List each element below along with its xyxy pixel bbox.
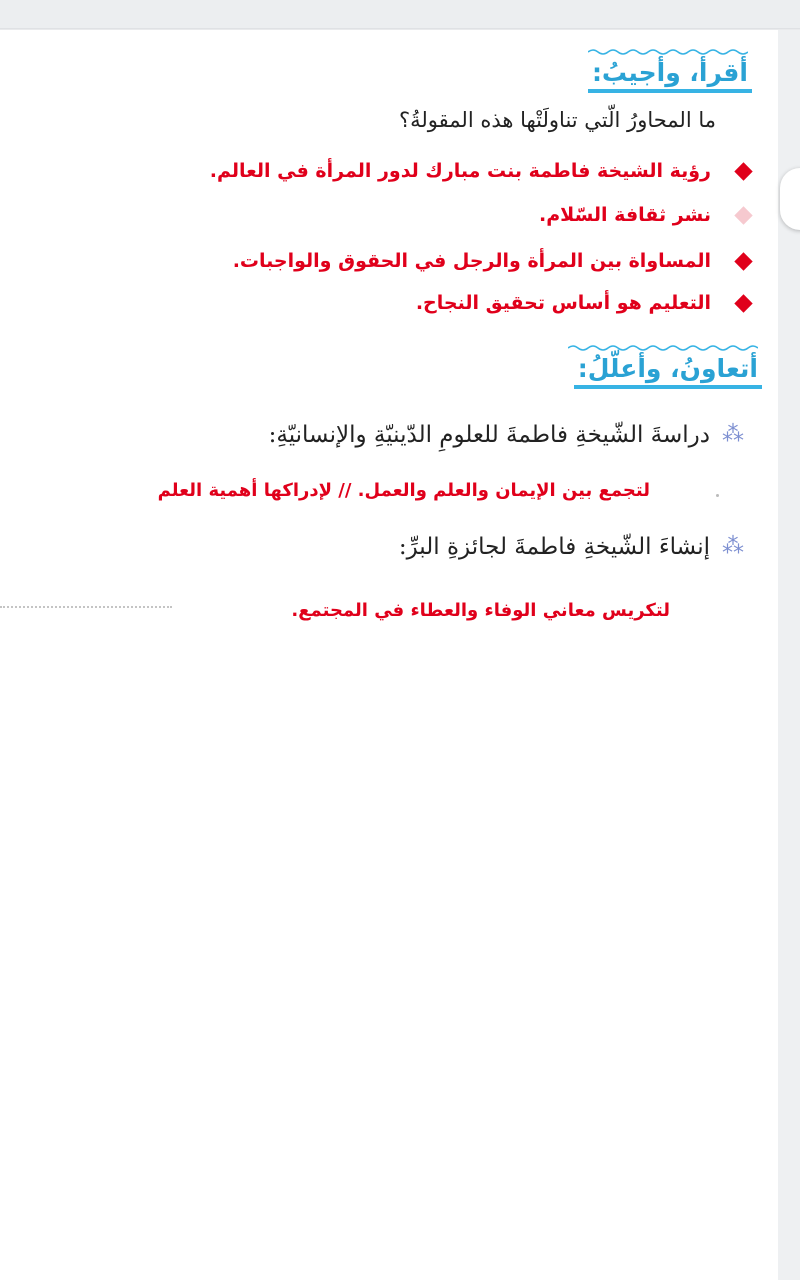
question-text: ما المحاورُ الّتي تناولَتْها هذه المقولةُ؟ bbox=[399, 108, 716, 132]
section-heading-cooperate-explain bbox=[578, 354, 758, 383]
wave-decoration-icon bbox=[588, 48, 748, 56]
scroll-handle[interactable] bbox=[780, 168, 800, 230]
top-bar bbox=[0, 0, 800, 29]
diamond-bullet-icon bbox=[734, 294, 752, 312]
heading-text: أتعاونُ، وأعلّلُ: bbox=[577, 354, 758, 383]
diamond-bullet-icon bbox=[734, 252, 752, 270]
prompt-answer: لتكريس معاني الوفاء والعطاء في المجتمع. bbox=[291, 600, 670, 621]
wave-decoration-icon bbox=[568, 344, 758, 352]
prompt-item bbox=[269, 422, 744, 448]
answer-item bbox=[210, 160, 750, 182]
asterism-icon: ⁂ bbox=[722, 534, 744, 559]
answer-text: نشر ثقافة السّلام. bbox=[539, 204, 711, 226]
answer-text: المساواة بين المرأة والرجل في الحقوق والواجبات. bbox=[232, 250, 711, 272]
heading-underline bbox=[574, 385, 762, 389]
heading-underline bbox=[588, 89, 752, 93]
prompt-text: إنشاءَ الشّيخةِ فاطمةَ لجائزةِ البرِّ: bbox=[398, 534, 710, 560]
diamond-bullet-icon bbox=[734, 162, 752, 180]
answer-text: التعليم هو أساس تحقيق النجاح. bbox=[415, 292, 711, 314]
answer-item bbox=[233, 250, 750, 272]
heading-text: أقرأ، وأجيبُ: bbox=[591, 58, 748, 87]
answer-text: رؤية الشيخة فاطمة بنت مبارك لدور المرأة في العالم. bbox=[209, 160, 711, 182]
prompt-answer: لتجمع بين الإيمان والعلم والعمل. // لإدراكها أهمية العلم bbox=[157, 480, 650, 501]
section-heading-read-answer bbox=[592, 58, 748, 87]
asterism-icon: ⁂ bbox=[722, 422, 744, 447]
diamond-bullet-icon bbox=[734, 206, 752, 224]
answer-item bbox=[416, 292, 750, 314]
dot-marker bbox=[716, 494, 719, 497]
dotted-answer-line bbox=[0, 606, 172, 610]
answer-item bbox=[539, 204, 750, 226]
prompt-text: دراسةَ الشّيخةِ فاطمةَ للعلومِ الدّينيّةِ والإنسانيّةِ: bbox=[268, 422, 710, 448]
prompt-item bbox=[399, 534, 744, 560]
